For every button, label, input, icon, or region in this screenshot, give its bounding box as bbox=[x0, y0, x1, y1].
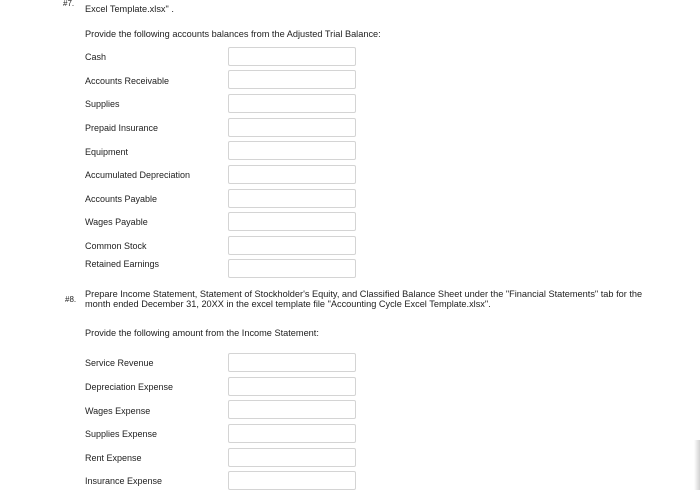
wages-expense-input[interactable] bbox=[228, 400, 356, 419]
accounts-payable-input[interactable] bbox=[228, 189, 356, 208]
supplies-expense-input[interactable] bbox=[228, 424, 356, 443]
label-insurance-expense: Insurance Expense bbox=[85, 476, 163, 486]
label-common-stock: Common Stock bbox=[85, 241, 147, 251]
label-retained-earnings: Retained Earnings bbox=[85, 259, 160, 269]
accumulated-depreciation-input[interactable] bbox=[228, 165, 356, 184]
label-prepaid-insurance: Prepaid Insurance bbox=[85, 123, 159, 133]
label-cash: Cash bbox=[85, 52, 107, 62]
q7-text-line2: Excel Template.xlsx" . bbox=[85, 4, 174, 14]
q8-number: #8. bbox=[65, 295, 77, 304]
cash-input[interactable] bbox=[228, 47, 356, 66]
label-service-revenue: Service Revenue bbox=[85, 358, 154, 368]
label-wages-payable: Wages Payable bbox=[85, 217, 148, 227]
wages-payable-input[interactable] bbox=[228, 212, 356, 231]
label-supplies-expense: Supplies Expense bbox=[85, 429, 158, 439]
rent-expense-input[interactable] bbox=[228, 448, 356, 467]
page-edge-shadow bbox=[694, 440, 700, 490]
label-supplies: Supplies bbox=[85, 99, 120, 109]
common-stock-input[interactable] bbox=[228, 236, 356, 255]
q8-instruction: Provide the following amount from the Income Statement: bbox=[85, 328, 319, 338]
accounts-receivable-input[interactable] bbox=[228, 70, 356, 89]
retained-earnings-input[interactable] bbox=[228, 259, 356, 278]
prepaid-insurance-input[interactable] bbox=[228, 118, 356, 137]
label-accumulated-depreciation: Accumulated Depreciation bbox=[85, 170, 191, 180]
label-wages-expense: Wages Expense bbox=[85, 406, 151, 416]
label-equipment: Equipment bbox=[85, 147, 129, 157]
equipment-input[interactable] bbox=[228, 141, 356, 160]
label-accounts-payable: Accounts Payable bbox=[85, 194, 158, 204]
q7-number: #7. bbox=[63, 0, 75, 8]
service-revenue-input[interactable] bbox=[228, 353, 356, 372]
q8-text-line1: Prepare Income Statement, Statement of Stockholder's Equity, and Classified Balance Sheet under the "Financial Statements" tab for the bbox=[85, 289, 643, 299]
supplies-input[interactable] bbox=[228, 94, 356, 113]
label-rent-expense: Rent Expense bbox=[85, 453, 142, 463]
q7-instruction: Provide the following accounts balances from the Adjusted Trial Balance: bbox=[85, 29, 381, 39]
label-depreciation-expense: Depreciation Expense bbox=[85, 382, 174, 392]
insurance-expense-input[interactable] bbox=[228, 471, 356, 490]
q8-text-line2: month ended December 31, 20XX in the excel template file "Accounting Cycle Excel Template.xlsx". bbox=[85, 299, 491, 309]
depreciation-expense-input[interactable] bbox=[228, 377, 356, 396]
label-accounts-receivable: Accounts Receivable bbox=[85, 76, 170, 86]
